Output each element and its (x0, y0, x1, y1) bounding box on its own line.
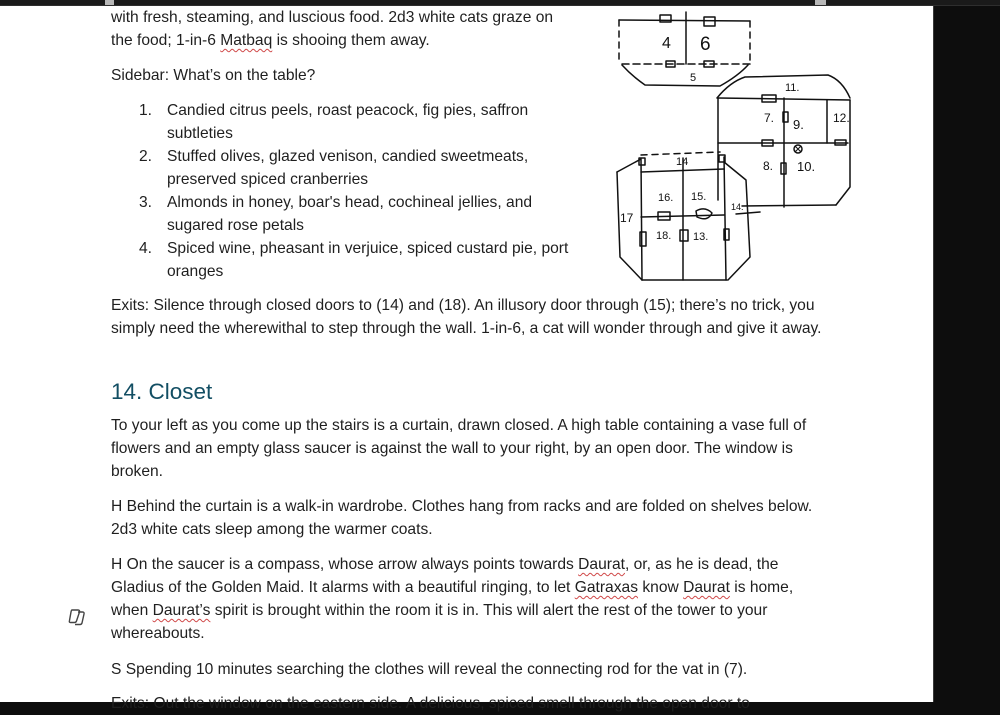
floor-plan-sketch (612, 6, 857, 281)
list-item (111, 237, 581, 283)
side-panel (933, 6, 1000, 702)
map-label-room-10: 10. (797, 159, 816, 174)
map-label-room-16: 16. (658, 192, 674, 204)
left-margin-handle[interactable] (105, 0, 114, 5)
list-item-text: Candied citrus peels, roast peacock, fig pies, saffron subtleties (167, 102, 529, 142)
map-label-room-5: 5 (690, 72, 697, 84)
compass-text-2: , or, as he is dead, the Gladius of the Golden Maid. It alarms with a beautiful ringing, to let (111, 556, 779, 596)
table-items-list (111, 99, 581, 283)
compass-text-4: is home, when (111, 579, 794, 619)
compass-paragraph (111, 553, 826, 645)
map-label-room-9: 9. (793, 117, 804, 132)
list-item-text: Stuffed olives, glazed venison, candied sweetmeats, preserved spiced cranberries (167, 148, 529, 188)
map-block-east (717, 75, 850, 207)
compass-text-3: know (638, 579, 684, 596)
misspelled-word-matbaq[interactable]: Matbaq (220, 32, 273, 49)
map-label-room-12: 12. (833, 111, 850, 125)
search-clothes-paragraph: S Spending 10 minutes searching the clothes will reveal the connecting rod for the vat in (7). (111, 661, 748, 678)
map-label-room-4: 4 (662, 35, 671, 52)
map-block-top (619, 12, 750, 86)
intro-line-2-end: is shooing them away. (272, 32, 430, 49)
map-label-room-8: 8. (763, 159, 774, 173)
exits-room-13: Exits: Silence through closed doors to (14) and (18). An illusory door through (15); there’s no trick, you simply need the wherewithal to step through the wall. 1-in-6, a cat will wonder through and give it away. (111, 297, 822, 337)
list-item-number: 4. (139, 240, 153, 257)
map-label-room-11: 11. (785, 82, 800, 94)
intro-line-2-start: the food; 1-in-6 (111, 32, 221, 49)
list-item-number: 2. (139, 148, 153, 165)
exits-room-14: Exits: Out the window on the eastern side. A delicious, spiced smell through the open door to (111, 695, 750, 712)
list-item-number: 1. (139, 102, 153, 119)
compass-text-1: H On the saucer is a compass, whose arrow always points towards (111, 556, 579, 573)
copilot-icon[interactable] (66, 605, 88, 627)
map-label-room-6: 6 (700, 34, 711, 55)
map-block-west (617, 152, 760, 280)
intro-line-2 (111, 29, 591, 52)
list-item (111, 145, 581, 191)
list-item-text: Spiced wine, pheasant in verjuice, spiced custard pie, port oranges (167, 240, 569, 280)
list-item-number: 3. (139, 194, 153, 211)
map-label-room-7: 7. (764, 111, 775, 125)
sidebar-title: Sidebar: What’s on the table? (111, 67, 316, 84)
misspelled-word-daurat[interactable]: Daurat (683, 579, 730, 596)
misspelled-word-gatraxas[interactable]: Gatraxas (574, 579, 639, 596)
document-page[interactable] (0, 6, 933, 712)
list-item (111, 191, 581, 237)
closet-description: To your left as you come up the stairs is a curtain, drawn closed. A high table containing a vase full of flowers and an empty glass saucer is against the wall to your right, by an open door. The window is broken. (111, 417, 807, 480)
compass-text-5: spirit is brought within the room it is in. This will alert the rest of the tower to your whereabouts. (111, 602, 768, 642)
intro-paragraph (111, 6, 591, 52)
map-label-room-14-top: 14 (676, 156, 689, 168)
intro-line-1: with fresh, steaming, and luscious food. 2d3 white cats graze on (111, 9, 554, 26)
misspelled-word-daurat[interactable]: Daurat (578, 556, 625, 573)
map-label-room-15: 15. (691, 191, 707, 203)
right-margin-handle[interactable] (815, 0, 826, 5)
hidden-wardrobe-paragraph: H Behind the curtain is a walk-in wardrobe. Clothes hang from racks and are folded on shelves below. 2d3 white cats sleep among the warmer coats. (111, 498, 813, 538)
map-label-room-18: 18. (656, 230, 672, 242)
map-label-room-14-side: 14. (731, 202, 744, 212)
list-item (111, 99, 581, 145)
map-label-room-13: 13. (693, 231, 709, 243)
list-item-text: Almonds in honey, boar's head, cochineal jellies, and sugared rose petals (167, 194, 533, 234)
map-label-room-17: 17 (620, 211, 634, 225)
section-heading-closet: 14. Closet (111, 379, 213, 404)
misspelled-word-daurats[interactable]: Daurat’s (152, 602, 211, 619)
